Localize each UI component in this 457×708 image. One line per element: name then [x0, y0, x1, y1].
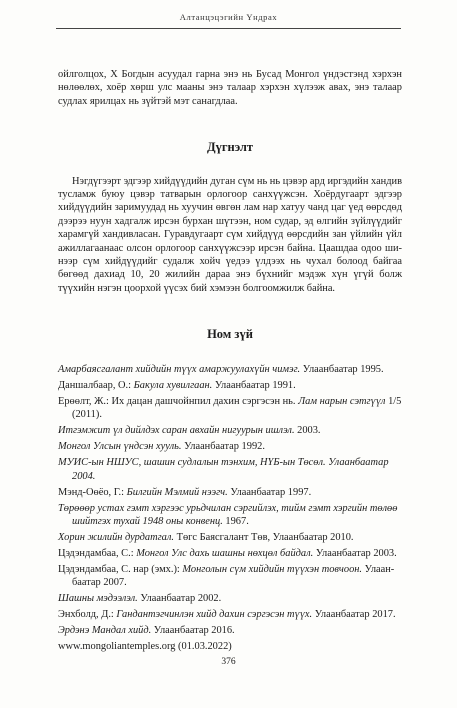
intro-paragraph: ойлголцох, Х Богдын асуудал гарна энэ нь Бусад Монгол үндэстэнд хэрхэн нөлөөлөх, хоёр хөрш улс мааны энэ талаар хэрхэн хүлээж авах, энэ талаар судлах ярилцах нь зүйтэй мэт санагдлаа. — [58, 69, 402, 107]
reference-item: Итгэмжит үл дийлдэх саран авхайн нигуурын ишлэл. 2003. — [58, 425, 321, 437]
conclusion-paragraph: Нэгдүгээрт эдгээр хийдүүдийн дуган сүм нь нь цэвэр ард иргэдийн хандив тусламж буюу цэвэр татварын орлогоор санхүүжсэн. Хоёрдугаарт эдгээр хийдүүдийн заримуудад нь хуучин өвгөн лам нар хатуу чанд цаг үед өөрсдөд дээрээ нуун хадгалж ирсэн бурхан шүтээн, ном судар, эд өлгийн зүйлүүдийг харамгүй хандивласан. Гуравдугаарт сүм хийдүүд өөрсдийн зан үйлийн үйл ажиллагаанаас олсон орлогоор санхүүжсээр ирсэн байна. Цаашдаа одоо шинээр сүм хийдүүдийг судалж хойч үедээ үлдээх нь чухал болоод байгаа бөгөөд дахиад 10, 20 жилийн дараа энэ бүхнийг мэдэж хүн үгүй болж түүхийн нэгэн цоорхой үүсэх бий хэмээн болгоомжилж байна. — [58, 175, 402, 294]
conclusion-heading: Дүгнэлт — [206, 140, 254, 155]
reference-item: Ерөөлт, Ж.: Их дацан дашчойнпил дахин сэргэсэн нь. Лам нарын сэтгүүл 1/5 (2011). — [58, 395, 402, 421]
reference-item: Амарбаясгалант хийдийн түүх амаржуулахүйн чимэг. Улаанбаатар 1995. — [58, 363, 384, 375]
reference-item: Мэнд-Оөёо, Г.: Билгийн Мэлмий нээгч. Улаанбаатар 1997. — [58, 486, 312, 498]
reference-item: Төрөөөр устах гэмт хэргээс урьдчилан сэргийлэх, тийм гэмт хэргийн төлөө шийтгэх тухай 1948 оны конвенц. 1967. — [58, 502, 398, 527]
reference-item: МУИС-ын НШУС, шашин судлалын тэнхим, НҮБ-ын Төсөл. Улаанбаатар 2004. — [58, 457, 389, 482]
references-heading: Ном зүй — [207, 327, 253, 342]
reference-item: Хорин жилийн дурдатгал. Төгс Баясгалант Төв, Улаанбаатар 2010. — [58, 531, 354, 543]
reference-item: Эрдэнэ Мандал хийд. Улаанбаатар 2016. — [58, 625, 235, 637]
references-list — [58, 363, 402, 654]
header-rule — [56, 28, 401, 29]
reference-item: Монгол Улсын үндсэн хууль. Улаанбаатар 1992. — [58, 441, 265, 453]
reference-item: www.mongoliantemples.org (01.03.2022) — [58, 641, 232, 653]
reference-item: Цэдэндамбаа, С. нар (эмх.): Монголын сүм хийдийн түүхэн товчоон. Улаанбаатар 2007. — [58, 563, 395, 589]
reference-item: Энхболд, Д.: Гандантэгчинлэн хийд дахин сэргэсэн түүх. Улаанбаатар 2017. — [58, 609, 396, 621]
reference-item: Даншалбаар, О.: Бакула хувилгаан. Улаанбаатар 1991. — [58, 379, 296, 391]
reference-item: Цэдэндамбаа, С.: Монгол Улс дахь шашны нөхцөл байдал. Улаанбаатар 2003. — [58, 547, 397, 559]
reference-item: Шашны мэдээлэл. Улаанбаатар 2002. — [58, 593, 222, 605]
page-body — [58, 68, 402, 656]
page-number: 376 — [221, 657, 236, 667]
running-head: Алтанцэцэгийн Үндрах — [179, 12, 278, 22]
